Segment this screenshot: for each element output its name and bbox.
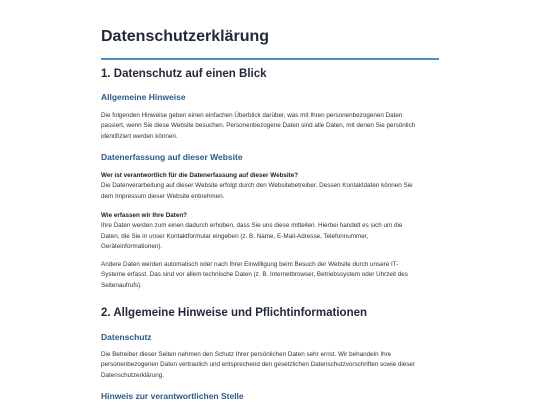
paragraph-line: Seitenaufrufs). <box>101 281 142 289</box>
paragraph-allgemeine-hinweise <box>101 111 439 142</box>
question-verantwortlich: Wer ist verantwortlich für die Datenerfassung auf dieser Website? <box>101 172 299 179</box>
paragraph-line: Datenschutzerklärung. <box>101 371 165 379</box>
subheading-datenschutz: Datenschutz <box>101 332 152 342</box>
paragraph-line: Die Betreiber dieser Seiten nehmen den Schutz Ihrer persönlichen Daten sehr ernst. Wir behandeln Ihre <box>101 351 392 358</box>
paragraph-line: Systeme erfasst. Das sind vor allem technische Daten (z. B. Internetbrowser, Betriebssystem oder Uhrzeit des <box>101 271 408 279</box>
paragraph-line: identifiziert werden können. <box>101 132 178 140</box>
paragraph-line: passiert, wenn Sie diese Website besuchen. Personenbezogene Daten sind alle Daten, mit denen Sie persönlich <box>101 122 416 130</box>
paragraph-datenschutz <box>101 350 439 381</box>
question-wie-erfassen: Wie erfassen wir Ihre Daten? <box>101 212 188 219</box>
section-heading-1: 1. Datenschutz auf einen Blick <box>101 68 267 80</box>
paragraph-line: Andere Daten werden automatisch oder nach Ihrer Einwilligung beim Besuch der Website durch unsere IT- <box>101 261 399 268</box>
block-verantwortlich <box>101 171 439 202</box>
section-heading-2: 2. Allgemeine Hinweise und Pflichtinformationen <box>101 307 368 319</box>
page-title: Datenschutzerklärung <box>101 28 270 45</box>
block-automatische-daten <box>101 260 439 291</box>
title-divider <box>101 58 439 60</box>
subheading-allgemeine-hinweise: Allgemeine Hinweise <box>101 92 186 102</box>
paragraph-line: personenbezogenen Daten vertraulich und entsprechend den gesetzlichen Datenschutzvorschriften sowie dieser <box>101 361 415 369</box>
paragraph-line: Die folgenden Hinweise geben einen einfachen Überblick darüber, was mit Ihren personenbezogenen Daten <box>101 112 403 119</box>
paragraph-line: dem Impressum dieser Website entnehmen. <box>101 192 225 200</box>
paragraph-line: Geräteinformationen). <box>101 242 163 250</box>
block-wie-erfassen <box>101 211 439 252</box>
subheading-verantwortliche-stelle: Hinweis zur verantwortlichen Stelle <box>101 391 244 401</box>
subheading-datenerfassung: Datenerfassung auf dieser Website <box>101 152 243 162</box>
paragraph-line: Ihre Daten werden zum einen dadurch erhoben, dass Sie uns diese mitteilen. Hierbei handelt es sich um die <box>101 222 403 230</box>
paragraph-line: Daten, die Sie in unser Kontaktformular eingeben (z. B. Name, E-Mail-Adresse, Telefonnummer, <box>101 232 369 240</box>
paragraph-line: Die Datenverarbeitung auf dieser Website erfolgt durch den Websitebetreiber. Dessen Kontaktdaten können Sie <box>101 182 413 190</box>
